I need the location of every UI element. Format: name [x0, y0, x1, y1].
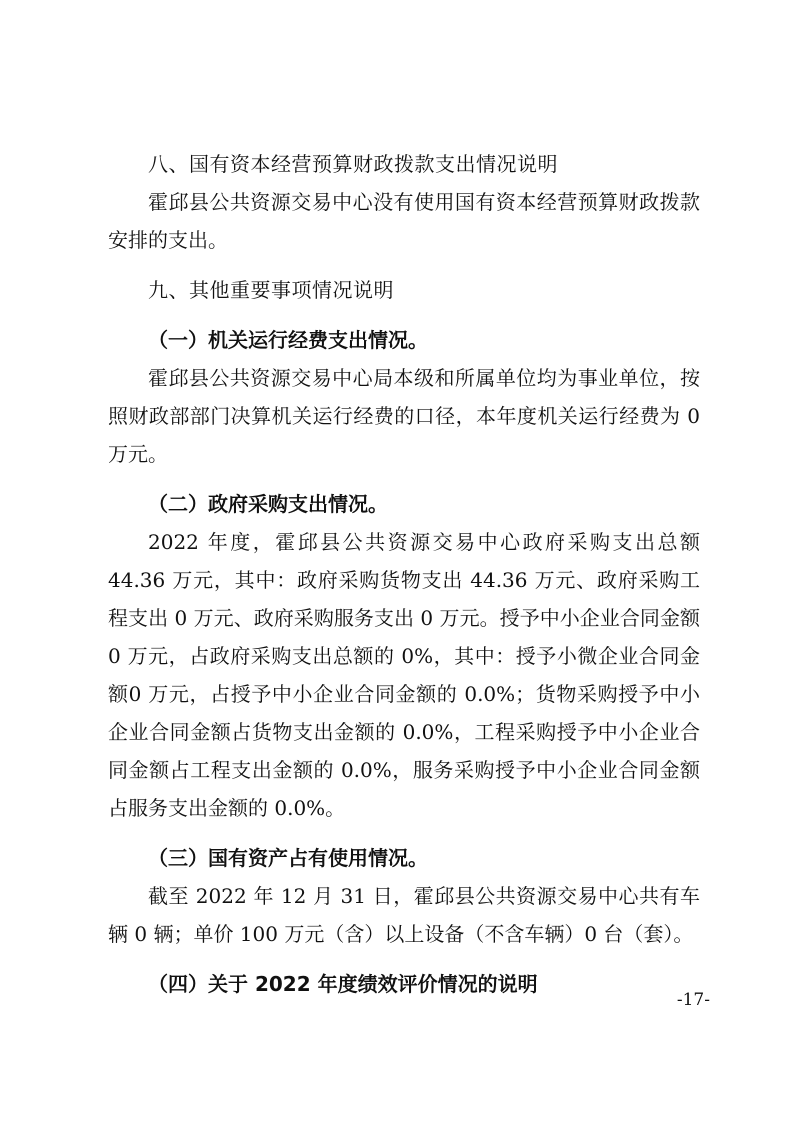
page-content: [108, 145, 700, 1003]
subsection-2-body: 2022 年度，霍邱县公共资源交易中心政府采购支出总额 44.36 万元，其中：政府采购货物支出 44.36 万元、政府采购工程支出 0 万元、政府采购服务支出 0 万元。授予中小企业合同金额 0 万元，占政府采购支出总额的 0%，其中：授予小微企业合同金额0 万元，占授予中小企业合同金额的 0.0%；货物采购授予中小企业合同金额占货物支出金额的 0.0%，工程采购授予中小企业合同金额占工程支出金额的 0.0%，服务采购授予中小企业合同金额占服务支出金额的 0.0%。: [108, 530, 700, 820]
section-9-title: 九、其他重要事项情况说明: [148, 278, 394, 302]
subsection-4-title: （四）关于 2022 年度绩效评价情况的说明: [148, 972, 538, 996]
section-8-body: 霍邱县公共资源交易中心没有使用国有资本经营预算财政拨款安排的支出。: [108, 190, 700, 252]
subsection-1-body: 霍邱县公共资源交易中心局本级和所属单位均为事业单位，按照财政部部门决算机关运行经费的口径，本年度机关运行经费为 0 万元。: [108, 366, 700, 466]
subsection-3-body: 截至 2022 年 12 月 31 日，霍邱县公共资源交易中心共有车辆 0 辆；单价 100 万元（含）以上设备（不含车辆）0 台（套）。: [108, 884, 700, 946]
subsection-3-title: （三）国有资产占有使用情况。: [148, 846, 428, 870]
spacer: [108, 827, 700, 839]
spacer: [108, 473, 700, 485]
spacer: [108, 259, 700, 271]
section-8-title: 八、国有资本经营预算财政拨款支出情况说明: [148, 152, 558, 176]
spacer: [108, 309, 700, 321]
spacer: [108, 953, 700, 965]
subsection-2-title: （二）政府采购支出情况。: [148, 492, 388, 516]
subsection-1-title: （一）机关运行经费支出情况。: [148, 328, 428, 352]
page-number: -17-: [676, 990, 710, 1010]
